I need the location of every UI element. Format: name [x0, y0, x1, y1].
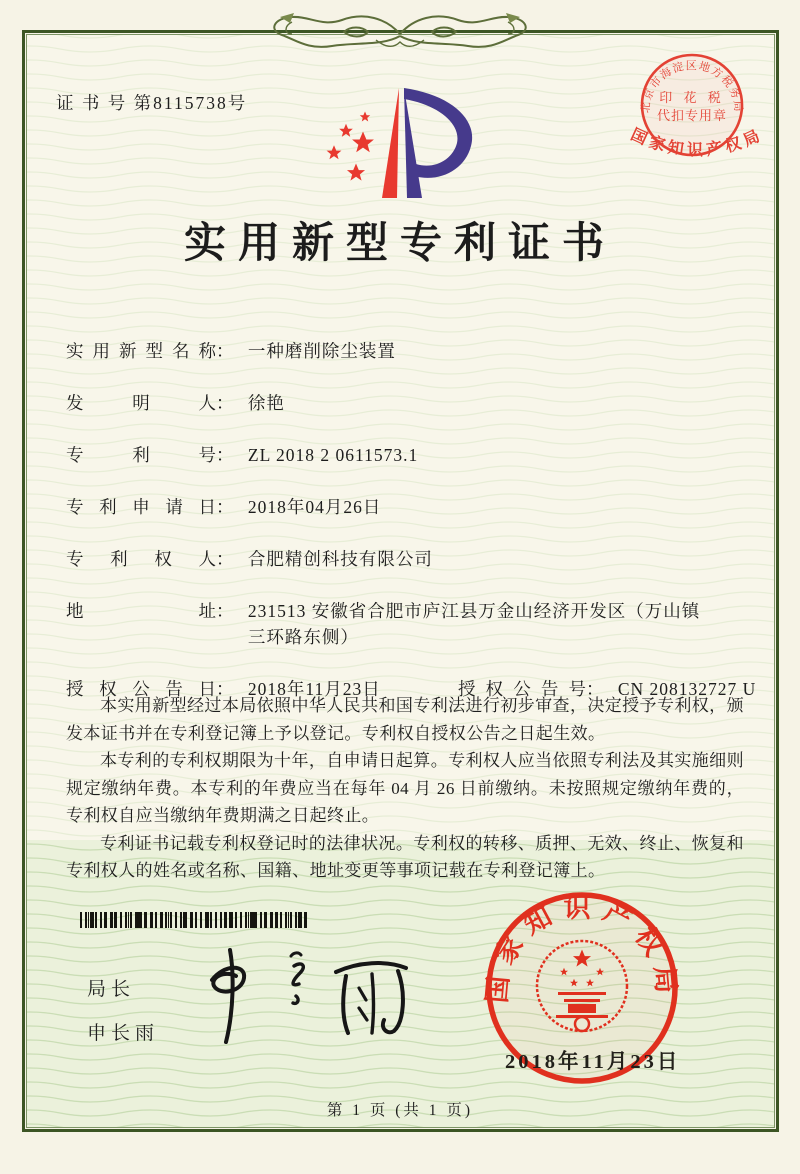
field-value-inventor: 徐艳	[247, 393, 285, 413]
field-value-patent-no: ZL 2018 2 0611573.1	[247, 445, 419, 465]
legal-paragraph: 专利证书记载专利权登记时的法律状况。专利权的转移、质押、无效、终止、恢复和专利权人的姓名或名称、国籍、地址变更等事项记载在专利登记簿上。	[66, 833, 744, 880]
field-row-grant: 授权公告日： 2018年11月23日 授权公告号： CN 208132727 U	[66, 676, 740, 702]
scroll-ornament-icon	[240, 4, 560, 60]
commissioner-name: 申长雨	[87, 1023, 160, 1044]
field-label: 专利权人	[66, 549, 216, 569]
field-row-filing-date: 专利申请日： 2018年04月26日	[66, 494, 740, 520]
field-label: 专利号	[66, 445, 216, 465]
field-label: 发明人	[66, 393, 216, 413]
field-label: 地址	[66, 601, 216, 621]
tax-stamp-overlap-text: 国家知识产权局	[628, 126, 767, 160]
commissioner-signature	[190, 938, 430, 1048]
cnipa-logo-icon	[312, 80, 497, 210]
signer-block	[87, 974, 159, 1062]
seal-arc-text: 国家知识产权局	[481, 893, 683, 1005]
legal-paragraph: 本实用新型经过本局依照中华人民共和国专利法进行初步审查，决定授予专利权，颁发本证书并在专利登记簿上予以登记。专利权自授权公告之日起生效。	[66, 696, 744, 743]
field-value-invention-name: 一种磨削除尘装置	[247, 341, 396, 361]
field-value-filing-date: 2018年04月26日	[247, 497, 382, 517]
tax-stamp-org-text: 北京市海淀区地方税务局	[639, 59, 745, 114]
barcode	[80, 912, 309, 928]
field-value-address: 231513 安徽省合肥市庐江县万金山经济开发区（万山镇 三环路东侧）	[247, 601, 701, 647]
field-label: 授权公告号	[458, 679, 586, 699]
field-value-grant-date: 2018年11月23日	[247, 679, 381, 699]
field-label: 授权公告日	[66, 679, 216, 699]
certificate-title: 实用新型专利证书	[183, 221, 616, 267]
field-value-patentee: 合肥精创科技有限公司	[247, 549, 433, 569]
certificate-number: 证 书 号 第8115738号	[56, 93, 248, 113]
fields-section	[66, 338, 757, 728]
seal-date: 2018年11月23日	[505, 1051, 681, 1073]
field-label: 专利申请日	[66, 497, 216, 517]
tax-stamp-line2: 代扣专用章	[656, 108, 728, 123]
field-row-patentee: 专利权人： 合肥精创科技有限公司	[66, 546, 740, 572]
field-value-grant-no: CN 208132727 U	[617, 679, 757, 699]
commissioner-title: 局长	[87, 979, 136, 1000]
field-row-address: 地址： 231513 安徽省合肥市庐江县万金山经济开发区（万山镇 三环路东侧）	[66, 598, 740, 650]
legal-paragraph: 本专利的专利权期限为十年，自申请日起算。专利权人应当依照专利法及其实施细则规定缴纳年费。本专利的年费应当在每年 04 月 26 日前缴纳。未按照规定缴纳年费的，专利权自应当缴纳年费期满之日起终止。	[66, 751, 744, 825]
field-row-inventor: 发明人： 徐艳	[66, 390, 740, 416]
grant-number-group: 授权公告号： CN 208132727 U	[458, 676, 756, 702]
tax-stamp-line1: 印 花 税	[659, 90, 725, 105]
page-number: 第 1 页 (共 1 页)	[326, 1102, 474, 1119]
field-row-name: 实用新型名称： 一种磨削除尘装置	[66, 338, 740, 364]
legal-text-section	[66, 692, 744, 885]
tax-stamp-seal	[628, 42, 778, 192]
field-row-patent-no: 专利号： ZL 2018 2 0611573.1	[66, 442, 740, 468]
field-label: 实用新型名称	[66, 341, 216, 361]
